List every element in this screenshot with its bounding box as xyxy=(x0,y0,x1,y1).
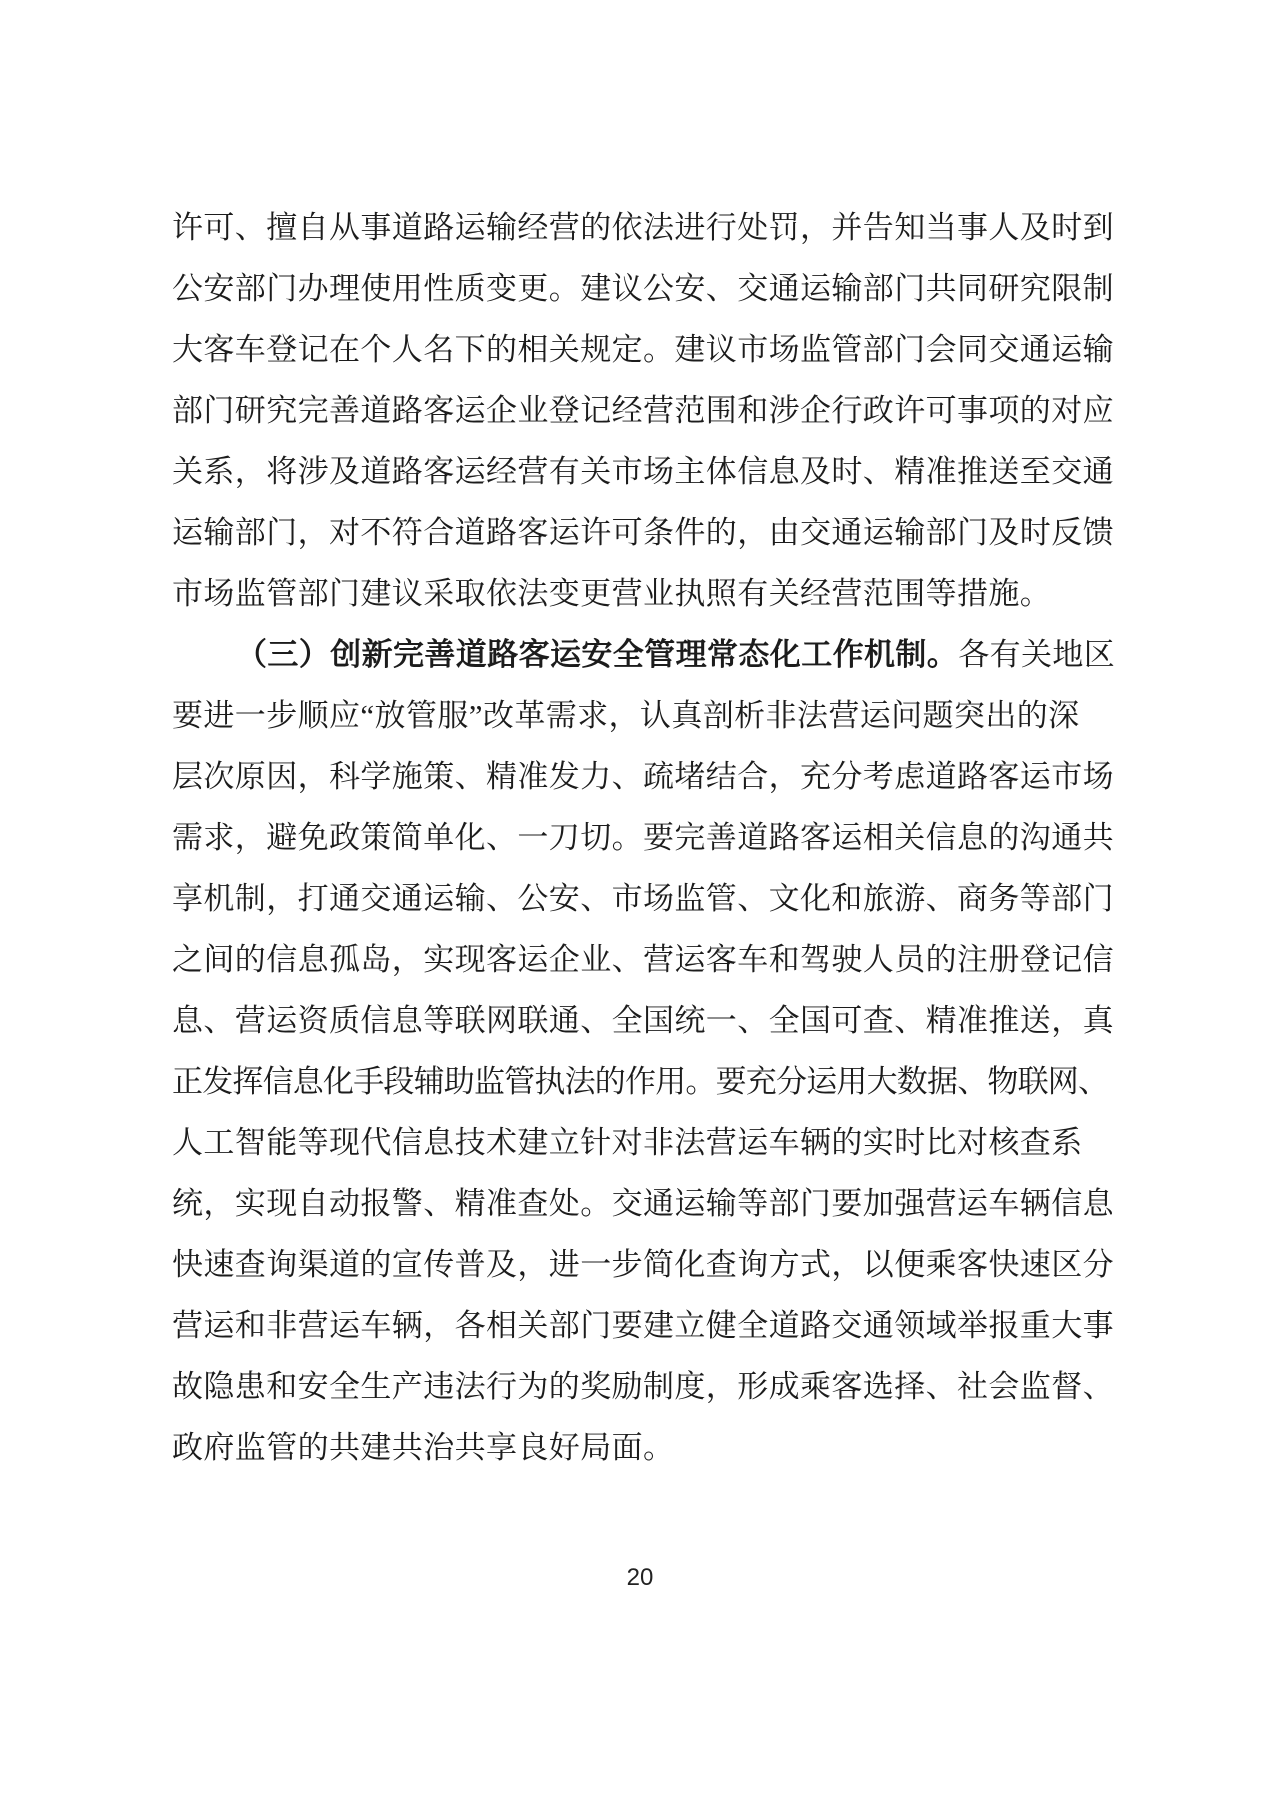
text-line: 正发挥信息化手段辅助监管执法的作用。要充分运用大数据、物联网、 xyxy=(172,1064,1109,1099)
text-line: 运输部门，对不符合道路客运许可条件的，由交通运输部门及时反馈 xyxy=(172,515,1114,550)
text-line: 统，实现自动报警、精准查处。交通运输等部门要加强营运车辆信息 xyxy=(172,1186,1114,1221)
text-line: 公安部门办理使用性质变更。建议公安、交通运输部门共同研究限制 xyxy=(172,271,1114,306)
text-line: 大客车登记在个人名下的相关规定。建议市场监管部门会同交通运输 xyxy=(172,332,1114,367)
text-line: 政府监管的共建共治共享良好局面。 xyxy=(172,1430,675,1465)
document-body xyxy=(172,197,1122,1478)
section-heading: （三）创新完善道路客运安全管理常态化工作机制。 xyxy=(236,637,959,672)
text-line: 关系，将涉及道路客运经营有关市场主体信息及时、精准推送至交通 xyxy=(172,454,1114,489)
text-line: 营运和非营运车辆，各相关部门要建立健全道路交通领域举报重大事 xyxy=(172,1308,1114,1343)
text-line: 之间的信息孤岛，实现客运企业、营运客车和驾驶人员的注册登记信 xyxy=(172,942,1114,977)
text-line: 息、营运资质信息等联网联通、全国统一、全国可查、精准推送，真 xyxy=(172,1003,1114,1038)
text-line: 快速查询渠道的宣传普及，进一步简化查询方式，以便乘客快速区分 xyxy=(172,1247,1114,1282)
page-number: 20 xyxy=(626,1564,654,1591)
text-line: 部门研究完善道路客运企业登记经营范围和涉企行政许可事项的对应 xyxy=(172,393,1114,428)
text-line: 市场监管部门建议采取依法变更营业执照有关经营范围等措施。 xyxy=(172,576,1052,611)
text-line: 层次原因，科学施策、精准发力、疏堵结合，充分考虑道路客运市场 xyxy=(172,759,1114,794)
text-line: 需求，避免政策简单化、一刀切。要完善道路客运相关信息的沟通共 xyxy=(172,820,1114,855)
text-line: 许可、擅自从事道路运输经营的依法进行处罚，并告知当事人及时到 xyxy=(172,210,1114,245)
text-line: 享机制，打通交通运输、公安、市场监管、文化和旅游、商务等部门 xyxy=(172,881,1114,916)
text-line: 故隐患和安全生产违法行为的奖励制度，形成乘客选择、社会监督、 xyxy=(172,1369,1114,1404)
text-line: 人工智能等现代信息技术建立针对非法营运车辆的实时比对核查系 xyxy=(172,1125,1083,1160)
section-heading-tail: 各有关地区 xyxy=(958,637,1116,672)
text-line: 要进一步顺应“放管服”改革需求，认真剖析非法营运问题突出的深 xyxy=(172,698,1080,733)
section-heading-line xyxy=(172,624,1122,685)
